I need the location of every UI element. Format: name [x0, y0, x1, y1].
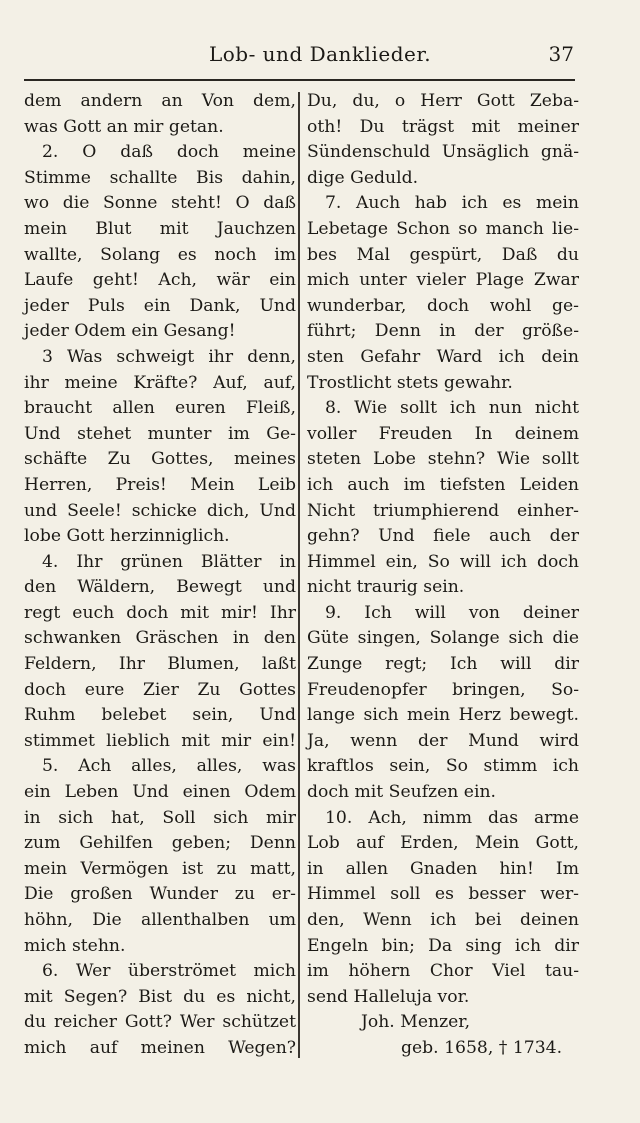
text-line: Trostlicht stets gewahr. [307, 372, 513, 393]
stanza-3-start: 3 Was schweigt ihr denn, [42, 346, 296, 367]
text-line: Die großen Wunder zu er- [24, 884, 296, 905]
text-line: gehn? Und fiele auch der [307, 526, 579, 547]
text-line: in sich hat, Soll sich mir [24, 807, 296, 828]
text-line: mein Vermögen ist zu matt, [24, 858, 296, 879]
text-line: Güte singen, Solange sich die [307, 628, 579, 649]
text-line: mich auf meinen Wegen? [24, 1037, 296, 1058]
text-line: stimmet lieblich mit mir ein! [24, 730, 296, 751]
text-line: Himmel soll es besser wer- [307, 884, 579, 905]
text-line: höhn, Die allenthalben um [24, 910, 296, 930]
text-line: Engeln bin; Da sing ich dir [307, 935, 579, 956]
text-line: oth! Du trägst mit meiner [307, 116, 579, 137]
signature-author: Joh. Menzer, [361, 1012, 471, 1033]
text-line: sten Gefahr Ward ich dein [307, 346, 579, 367]
text-line: Sündenschuld Unsäglich gnä- [307, 142, 579, 163]
section-title: Lob- und Danklieder. [208, 42, 432, 66]
text-line: steten Lobe stehn? Wie sollt [307, 449, 579, 470]
text-line: du reicher Gott? Wer schützet [24, 1012, 296, 1033]
text-line: dige Geduld. [307, 167, 419, 188]
text-line: mich unter vieler Plage Zwar [307, 270, 579, 291]
text-line: Und stehet munter im Ge- [24, 423, 296, 444]
text-line: jeder Puls ein Dank, Und [24, 295, 296, 316]
text-line: Du, du, o Herr Gott Zeba- [307, 91, 579, 111]
stanza-9-start: 9. Ich will von deiner [325, 602, 579, 623]
text-line: lange sich mein Herz bewegt. [307, 705, 579, 726]
text-line: mein Blut mit Jauchzen [24, 218, 296, 239]
text-line: was Gott an mir getan. [24, 116, 224, 137]
stanza-4-start: 4. Ihr grünen Blätter in [42, 551, 296, 572]
text-line: schwanken Gräschen in den [24, 628, 296, 649]
right-column [307, 89, 579, 1062]
stanza-5-start: 5. Ach alles, alles, was [42, 756, 296, 777]
text-line: doch mit Seufzen ein. [307, 782, 497, 803]
text-line: Laufe geht! Ach, wär ein [24, 270, 296, 291]
text-line: ihr meine Kräfte? Auf, auf, [24, 372, 296, 393]
text-line: lobe Gott herzinniglich. [24, 526, 230, 547]
left-column [24, 89, 296, 1062]
stanza-10-start: 10. Ach, nimm das arme [325, 807, 579, 828]
text-line: mich stehn. [24, 935, 126, 956]
text-line: führt; Denn in der größe- [307, 321, 579, 342]
running-header [0, 42, 640, 72]
stanza-8-start: 8. Wie sollt ich nun nicht [325, 398, 579, 419]
text-line: zum Gehilfen geben; Denn [24, 833, 296, 854]
column-divider [298, 92, 300, 1058]
header-rule [24, 79, 575, 81]
signature-dates: geb. 1658, † 1734. [401, 1037, 563, 1058]
stanza-6-start: 6. Wer überströmet mich [42, 961, 296, 982]
text-line: regt euch doch mit mir! Ihr [24, 602, 296, 623]
text-line: send Halleluja vor. [307, 986, 470, 1007]
text-line: in allen Gnaden hin! Im [307, 858, 579, 879]
text-line: schäfte Zu Gottes, meines [24, 449, 296, 470]
text-line: voller Freuden In deinem [307, 423, 579, 444]
text-line: wallte, Solang es noch im [24, 244, 296, 265]
text-line: Nicht triumphierend einher- [307, 500, 579, 521]
text-line: ich auch im tiefsten Leiden [307, 474, 579, 495]
text-line: Stimme schallte Bis dahin, [24, 167, 296, 188]
text-line: Herren, Preis! Mein Leib [24, 474, 296, 495]
text-line: bes Mal gespürt, Daß du [307, 244, 579, 265]
text-line: doch eure Zier Zu Gottes [24, 679, 296, 700]
text-line: jeder Odem ein Gesang! [24, 321, 236, 342]
text-line: Lob auf Erden, Mein Gott, [307, 833, 579, 854]
text-line: dem andern an Von dem, [24, 91, 296, 111]
text-line: Feldern, Ihr Blumen, laßt [24, 654, 296, 675]
text-line: Lebetage Schon so manch lie- [307, 218, 579, 239]
text-line: ein Leben Und einen Odem [24, 782, 296, 803]
text-line: nicht traurig sein. [307, 577, 465, 598]
text-line: wo die Sonne steht! O daß [24, 193, 296, 214]
text-line: Ruhm belebet sein, Und [24, 705, 296, 726]
text-line: Zunge regt; Ich will dir [307, 654, 579, 675]
stanza-7-start: 7. Auch hab ich es mein [325, 193, 579, 214]
text-line: kraftlos sein, So stimm ich [307, 756, 579, 777]
stanza-2-start: 2. O daß doch meine [42, 142, 296, 163]
text-line: im höhern Chor Viel tau- [307, 961, 579, 982]
text-line: den Wäldern, Bewegt und [24, 577, 296, 598]
text-line: Ja, wenn der Mund wird [307, 730, 579, 751]
text-line: wunderbar, doch wohl ge- [307, 295, 579, 316]
text-line: braucht allen euren Fleiß, [24, 398, 296, 419]
text-line: Freudenopfer bringen, So- [307, 679, 579, 700]
page-number: 37 [548, 42, 574, 66]
text-line: und Seele! schicke dich, Und [24, 500, 296, 521]
text-line: mit Segen? Bist du es nicht, [24, 986, 296, 1007]
text-line: Himmel ein, So will ich doch [307, 551, 579, 572]
text-line: den, Wenn ich bei deinen [307, 910, 579, 930]
